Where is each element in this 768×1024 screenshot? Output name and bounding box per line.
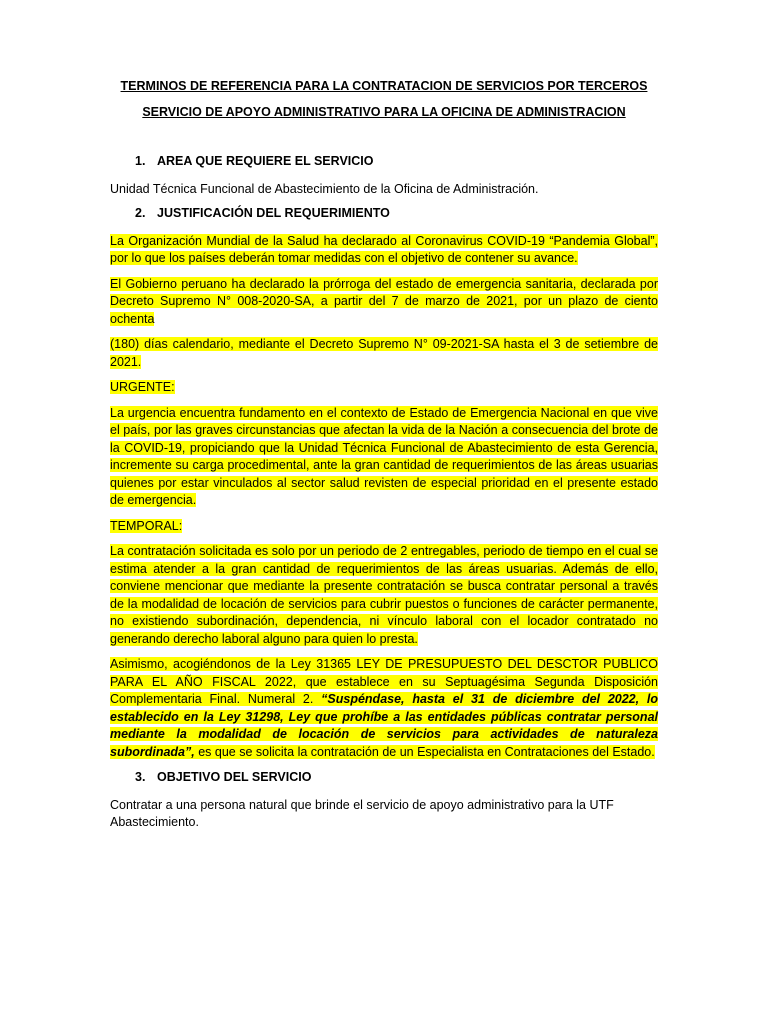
highlighted-text: La contratación solicitada es solo por un periodo de 2 entregables, periodo de tiempo en el cual se estima atender a la gran cantidad de requerimientos de las áreas usuarias. Además de ello, conviene mencionar que mediante la presente contratación se busca contratar personal a través de la modalidad de locación de servicios para cubrir puestos o funciones de carácter permanente, no existiendo subordinación, dependencia, ni vínculo laboral con el locador contratado no generando derecho laboral alguno para quien lo presta. [110,544,658,646]
urgente-label [110,379,658,397]
section-1-number: 1. [135,154,146,168]
highlighted-text: TEMPORAL: [110,518,183,533]
highlighted-text: La urgencia encuentra fundamento en el contexto de Estado de Emergencia Nacional en que vive el país, por las graves circunstancias que afectan la vida de la Nación a consecuencia del brote de la COVID-19, propiciando que la Unidad Técnica Funcional de Abastecimiento de esta Gerencia, incremente su carga procedimental, ante la gran cantidad de requerimientos de las áreas usuarias quienes por estar vinculados al sector salud revisten de especial prioridad en el presente estado de emergencia. [110,405,658,507]
highlighted-text: La Organización Mundial de la Salud ha declarado al Coronavirus COVID-19 “Pandemia Global”, por lo que los países deberán tomar medidas con el objetivo de contener su avance. [110,233,658,265]
temporal-paragraph [110,543,658,648]
ley-paragraph [110,656,658,761]
document-page [110,78,658,832]
justification-paragraph-2 [110,276,658,329]
highlighted-text: (180) días calendario, mediante el Decreto Supremo N° 09-2021-SA hasta el 3 de setiembre de 2021. [110,337,658,369]
justification-paragraph-1 [110,233,658,268]
justification-paragraph-3 [110,336,658,371]
temporal-label [110,518,658,536]
document-subtitle: SERVICIO DE APOYO ADMINISTRATIVO PARA LA OFICINA DE ADMINISTRACION [142,104,626,119]
section-3-number: 3. [135,770,146,784]
section-2-label: JUSTIFICACIÓN DEL REQUERIMIENTO [157,206,390,220]
section-3-label: OBJETIVO DEL SERVICIO [157,770,312,784]
highlighted-text: Asimismo, acogiéndonos de la Ley 31365 LEY DE PRESUPUESTO DEL DESCTOR PUBLICO PARA EL AÑO FISCAL 2022, que establece en su Septuagésima Segunda Disposición Complementaria Final. Numeral 2. [110,657,658,706]
document-title: TERMINOS DE REFERENCIA PARA LA CONTRATACION DE SERVICIOS POR TERCEROS [120,79,648,93]
section-1-text: Unidad Técnica Funcional de Abastecimiento de la Oficina de Administración. [110,181,539,196]
highlighted-text: es que se solicita la contratación de un Especialista en Contrataciones del Estado. [194,744,655,759]
highlighted-text: El Gobierno peruano ha declarado la prórroga del estado de emergencia sanitaria, declarada por Decreto Supremo N° 008-2020-SA, a partir del 7 de marzo de 2021, por un plazo de ciento ochenta [110,276,658,326]
section-3-heading [110,769,658,787]
section-1-label: AREA QUE REQUIERE EL SERVICIO [157,154,374,168]
section-2-number: 2. [135,206,146,220]
section-3-text: Contratar a una persona natural que brinde el servicio de apoyo administrativo para la UTF Abastecimiento. [110,797,614,829]
urgente-paragraph [110,405,658,510]
highlighted-text: URGENTE: [110,380,175,394]
section-2-heading [110,205,658,223]
highlighted-quote: “Suspéndase, hasta el 31 de diciembre del 2022, lo establecido en la Ley 31298, Ley que prohíbe a las entidades públicas contratar personal mediante la modalidad de locación de servicios para actividades de naturaleza subordinada”, [110,692,659,759]
section-1-heading [110,153,658,171]
